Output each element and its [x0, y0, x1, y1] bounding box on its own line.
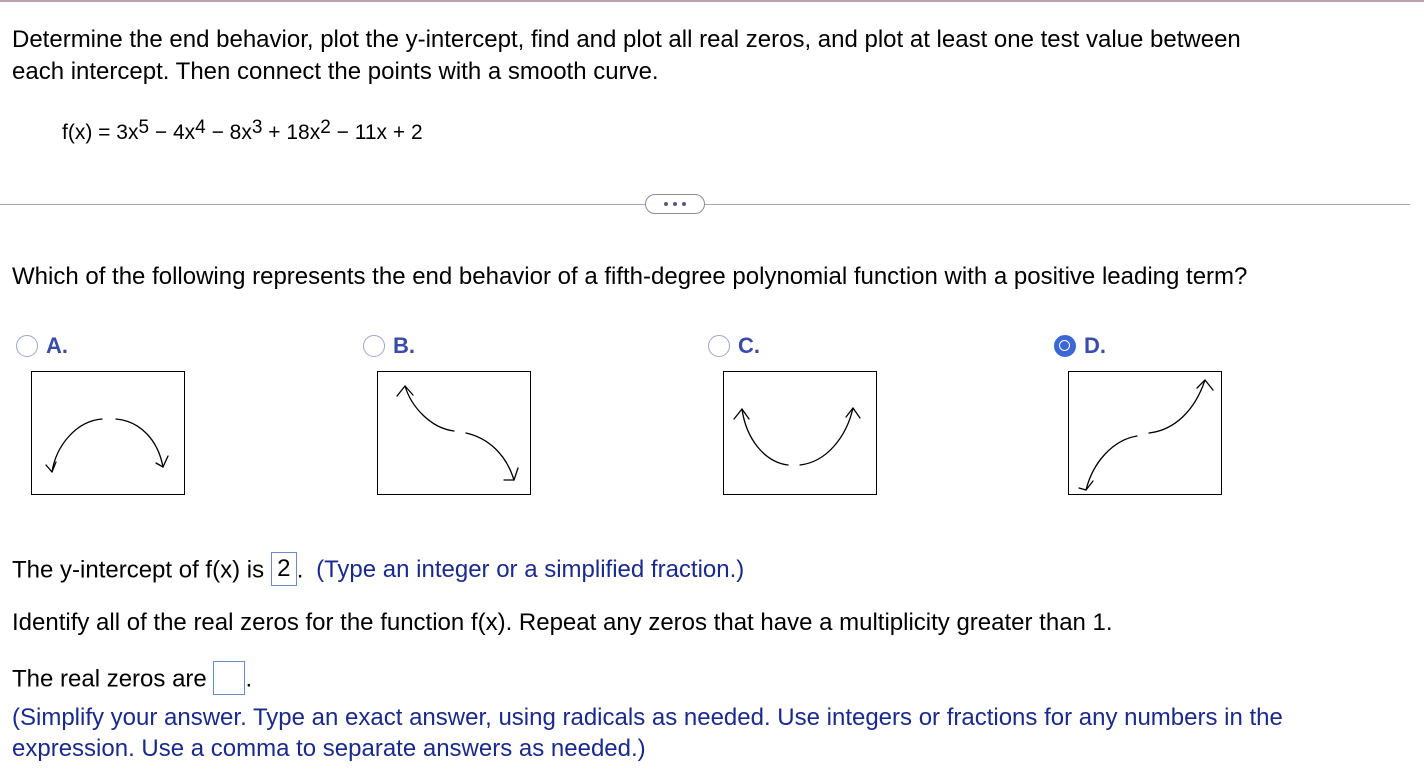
- option-c-label: C.: [738, 333, 760, 358]
- instructions-line-1: Determine the end behavior, plot the y-intercept, find and plot all real zeros, and plot at least one test value between: [12, 26, 1241, 53]
- equation-term-1: $3x^5$: [116, 117, 150, 144]
- zeros-hint-line-2: expression. Use a comma to separate answers as needed.): [12, 735, 646, 762]
- top-rule: [0, 0, 1424, 2]
- option-b[interactable]: [363, 333, 415, 359]
- section-divider: [0, 204, 1410, 205]
- zeros-answer-input[interactable]: [213, 661, 245, 695]
- y-intercept-prefix: The y-intercept of f(x) is: [12, 556, 265, 584]
- zeros-suffix: .: [245, 665, 253, 693]
- ellipsis-dot-icon: [664, 202, 668, 206]
- option-a-graph: [31, 371, 185, 495]
- question-text: Which of the following represents the end behavior of a fifth-degree polynomial function with a positive leading term?: [12, 263, 1248, 290]
- more-button[interactable]: [645, 194, 705, 214]
- option-b-radio[interactable]: [363, 335, 385, 357]
- zeros-prefix: The real zeros are: [12, 665, 207, 693]
- y-intercept-hint: (Type an integer or a simplified fraction.): [316, 556, 745, 584]
- option-c-radio[interactable]: [708, 335, 730, 357]
- option-b-graph: [377, 371, 531, 495]
- option-d-curve-icon: [1069, 372, 1220, 493]
- y-intercept-answer-box[interactable]: 2: [271, 552, 297, 586]
- option-a-label: A.: [46, 333, 68, 358]
- equation-term-3: − $8x^3$: [205, 117, 263, 144]
- instructions-line-2: each intercept. Then connect the points with a smooth curve.: [12, 58, 659, 85]
- option-a[interactable]: [16, 333, 68, 359]
- option-b-label: B.: [393, 333, 415, 358]
- ellipsis-dot-icon: [673, 202, 677, 206]
- y-intercept-line: [12, 554, 744, 588]
- option-c-curve-icon: [724, 372, 875, 493]
- option-c[interactable]: [708, 333, 760, 359]
- equation-term-2: − $4x^4$: [149, 117, 206, 144]
- equation-tail: − 11x + 2: [330, 121, 423, 144]
- option-a-radio[interactable]: [16, 335, 38, 357]
- equation-term-4: + $18x^2$: [262, 117, 331, 144]
- function-equation: [62, 118, 423, 148]
- option-d-radio[interactable]: [1054, 335, 1076, 357]
- zeros-line: [12, 663, 252, 697]
- option-c-graph: [723, 371, 877, 495]
- instructions: [12, 24, 1241, 88]
- zeros-prompt: Identify all of the real zeros for the function f(x). Repeat any zeros that have a multiplicity greater than 1.: [12, 609, 1113, 636]
- equation-lhs: f(x) =: [62, 121, 117, 144]
- y-intercept-suffix: .: [296, 556, 304, 584]
- option-d[interactable]: [1054, 333, 1106, 359]
- option-b-curve-icon: [378, 372, 529, 493]
- option-a-curve-icon: [32, 372, 183, 493]
- zeros-hint: [12, 702, 1283, 764]
- zeros-hint-line-1: (Simplify your answer. Type an exact answer, using radicals as needed. Use integers or fractions for any numbers in the: [12, 704, 1283, 731]
- option-d-label: D.: [1084, 333, 1106, 358]
- ellipsis-dot-icon: [682, 202, 686, 206]
- option-d-graph: [1068, 371, 1222, 495]
